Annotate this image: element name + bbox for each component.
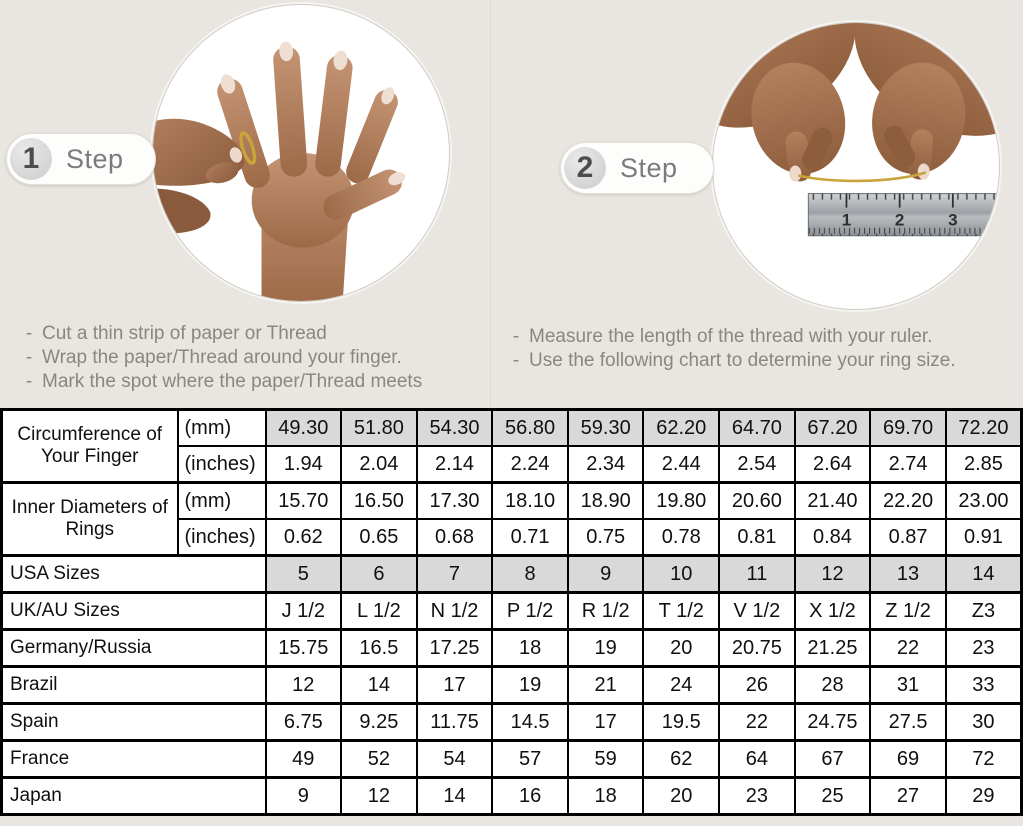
size-value-cell: 27	[870, 778, 946, 815]
row-group-label: Circumference of Your Finger	[2, 410, 178, 483]
size-value-cell: 7	[417, 556, 493, 593]
size-value-cell: 2.34	[568, 446, 644, 483]
table-row	[2, 410, 1022, 447]
section-divider	[490, 0, 491, 408]
size-value-cell: 72.20	[946, 410, 1022, 447]
size-value-cell: 20	[643, 630, 719, 667]
size-value-cell: 22.20	[870, 483, 946, 520]
size-value-cell: 17	[417, 667, 493, 704]
ruler-measure-illustration	[713, 23, 999, 309]
size-value-cell: J 1/2	[266, 593, 342, 630]
size-value-cell: 15.75	[266, 630, 342, 667]
instruction-item	[16, 346, 490, 370]
bullet-dash: -	[25, 347, 33, 368]
size-value-cell: 21.25	[795, 630, 871, 667]
size-value-cell: 27.5	[870, 704, 946, 741]
bullet-dash: -	[512, 326, 520, 347]
instruction-item	[16, 370, 490, 394]
size-value-cell: 69	[870, 741, 946, 778]
step1-number-circle	[10, 138, 52, 180]
size-value-cell: 2.44	[643, 446, 719, 483]
size-value-cell: 64.70	[719, 410, 795, 447]
step1-badge	[6, 133, 156, 185]
bullet-dash: -	[25, 371, 33, 392]
size-value-cell: 51.80	[341, 410, 417, 447]
size-value-cell: N 1/2	[417, 593, 493, 630]
size-value-cell: 14	[341, 667, 417, 704]
size-value-cell: 2.85	[946, 446, 1022, 483]
table-row	[2, 741, 1022, 778]
size-value-cell: 23	[946, 630, 1022, 667]
size-value-cell: 14	[417, 778, 493, 815]
bullet-dash: -	[25, 323, 33, 344]
size-value-cell: 19	[492, 667, 568, 704]
size-value-cell: 6.75	[266, 704, 342, 741]
ruler-number-1: 1	[841, 210, 852, 230]
size-value-cell: R 1/2	[568, 593, 644, 630]
size-value-cell: 49	[266, 741, 342, 778]
size-value-cell: 57	[492, 741, 568, 778]
size-value-cell: 2.14	[417, 446, 493, 483]
size-value-cell: 25	[795, 778, 871, 815]
size-value-cell: 0.91	[946, 519, 1022, 556]
size-value-cell: 67	[795, 741, 871, 778]
size-value-cell: 64	[719, 741, 795, 778]
ring-size-chart	[0, 408, 1023, 816]
size-value-cell: 20.60	[719, 483, 795, 520]
size-value-cell: 21	[568, 667, 644, 704]
table-row	[2, 593, 1022, 630]
size-value-cell: X 1/2	[795, 593, 871, 630]
instruction-item	[503, 325, 1021, 349]
size-value-cell: 52	[341, 741, 417, 778]
table-row	[2, 630, 1022, 667]
size-value-cell: Z 1/2	[870, 593, 946, 630]
row-label-cell: USA Sizes	[2, 556, 266, 593]
size-value-cell: 2.04	[341, 446, 417, 483]
step1-photo	[152, 4, 450, 302]
size-value-cell: 16	[492, 778, 568, 815]
size-value-cell: 16.5	[341, 630, 417, 667]
size-value-cell: 0.78	[643, 519, 719, 556]
size-value-cell: 0.81	[719, 519, 795, 556]
size-value-cell: 5	[266, 556, 342, 593]
step2-number-circle	[564, 147, 606, 189]
step2-badge	[560, 142, 714, 194]
size-value-cell: 67.20	[795, 410, 871, 447]
instruction-text: Cut a thin strip of paper or Thread	[42, 323, 327, 344]
size-value-cell: 14	[946, 556, 1022, 593]
step2-label: Step	[620, 152, 678, 183]
size-value-cell: 26	[719, 667, 795, 704]
size-value-cell: 62.20	[643, 410, 719, 447]
size-value-cell: 22	[719, 704, 795, 741]
size-value-cell: P 1/2	[492, 593, 568, 630]
size-value-cell: 9	[266, 778, 342, 815]
size-value-cell: 2.54	[719, 446, 795, 483]
instruction-item	[16, 322, 490, 346]
size-value-cell: 18.90	[568, 483, 644, 520]
size-value-cell: 33	[946, 667, 1022, 704]
hand-thread-illustration	[153, 5, 449, 301]
unit-cell: (inches)	[178, 519, 266, 556]
size-value-cell: 21.40	[795, 483, 871, 520]
step2-photo	[712, 22, 1000, 310]
ruler-number-2: 2	[894, 210, 905, 230]
size-value-cell: 11.75	[417, 704, 493, 741]
size-value-cell: 9.25	[341, 704, 417, 741]
size-value-cell: 12	[795, 556, 871, 593]
size-value-cell: 29	[946, 778, 1022, 815]
size-value-cell: 18	[568, 778, 644, 815]
size-value-cell: 18.10	[492, 483, 568, 520]
size-value-cell: L 1/2	[341, 593, 417, 630]
size-value-cell: 19.80	[643, 483, 719, 520]
row-group-label: Inner Diameters of Rings	[2, 483, 178, 556]
size-value-cell: 0.65	[341, 519, 417, 556]
size-value-cell: 20	[643, 778, 719, 815]
size-value-cell: 1.94	[266, 446, 342, 483]
size-value-cell: 23.00	[946, 483, 1022, 520]
table-row	[2, 556, 1022, 593]
step2-instructions	[503, 325, 1021, 373]
unit-cell: (inches)	[178, 446, 266, 483]
row-label-cell: France	[2, 741, 266, 778]
size-value-cell: 24	[643, 667, 719, 704]
size-value-cell: 0.68	[417, 519, 493, 556]
size-value-cell: 17	[568, 704, 644, 741]
unit-cell: (mm)	[178, 410, 266, 447]
size-value-cell: 62	[643, 741, 719, 778]
instruction-text: Use the following chart to determine your ring size.	[529, 350, 956, 371]
size-value-cell: 6	[341, 556, 417, 593]
size-value-cell: 19.5	[643, 704, 719, 741]
size-value-cell: 24.75	[795, 704, 871, 741]
size-value-cell: 59	[568, 741, 644, 778]
size-value-cell: Z3	[946, 593, 1022, 630]
size-value-cell: 17.30	[417, 483, 493, 520]
size-value-cell: 59.30	[568, 410, 644, 447]
size-value-cell: 30	[946, 704, 1022, 741]
size-value-cell: 11	[719, 556, 795, 593]
size-value-cell: 8	[492, 556, 568, 593]
ring-size-chart-body	[2, 410, 1022, 815]
row-label-cell: Spain	[2, 704, 266, 741]
size-value-cell: 12	[266, 667, 342, 704]
instruction-text: Mark the spot where the paper/Thread meets	[42, 371, 423, 392]
size-value-cell: 31	[870, 667, 946, 704]
size-value-cell: 28	[795, 667, 871, 704]
row-label-cell: Japan	[2, 778, 266, 815]
step1-label: Step	[66, 143, 124, 174]
size-value-cell: 16.50	[341, 483, 417, 520]
size-value-cell: 56.80	[492, 410, 568, 447]
table-row	[2, 483, 1022, 520]
step1-number: 1	[22, 142, 40, 175]
ruler	[808, 194, 999, 236]
size-value-cell: V 1/2	[719, 593, 795, 630]
size-value-cell: 12	[341, 778, 417, 815]
size-value-cell: 0.71	[492, 519, 568, 556]
size-value-cell: 20.75	[719, 630, 795, 667]
size-value-cell: 72	[946, 741, 1022, 778]
size-value-cell: 2.24	[492, 446, 568, 483]
size-value-cell: 0.75	[568, 519, 644, 556]
size-value-cell: 9	[568, 556, 644, 593]
size-value-cell: 23	[719, 778, 795, 815]
size-value-cell: 10	[643, 556, 719, 593]
size-value-cell: 0.62	[266, 519, 342, 556]
size-value-cell: 0.87	[870, 519, 946, 556]
size-value-cell: 2.74	[870, 446, 946, 483]
instruction-item	[503, 349, 1021, 373]
size-value-cell: 18	[492, 630, 568, 667]
size-value-cell: 15.70	[266, 483, 342, 520]
step1-instructions	[16, 322, 490, 394]
ruler-number-3: 3	[948, 210, 958, 230]
size-value-cell: 17.25	[417, 630, 493, 667]
table-row	[2, 667, 1022, 704]
size-value-cell: 0.84	[795, 519, 871, 556]
size-value-cell: T 1/2	[643, 593, 719, 630]
bullet-dash: -	[512, 350, 520, 371]
size-value-cell: 22	[870, 630, 946, 667]
instruction-text: Wrap the paper/Thread around your finger.	[42, 347, 402, 368]
table-row	[2, 704, 1022, 741]
size-value-cell: 2.64	[795, 446, 871, 483]
size-value-cell: 13	[870, 556, 946, 593]
step2-number: 2	[576, 151, 594, 184]
size-value-cell: 19	[568, 630, 644, 667]
size-value-cell: 49.30	[266, 410, 342, 447]
size-value-cell: 54	[417, 741, 493, 778]
size-value-cell: 54.30	[417, 410, 493, 447]
size-value-cell: 14.5	[492, 704, 568, 741]
row-label-cell: Germany/Russia	[2, 630, 266, 667]
instruction-text: Measure the length of the thread with your ruler.	[529, 326, 933, 347]
table-row	[2, 778, 1022, 815]
row-label-cell: Brazil	[2, 667, 266, 704]
row-label-cell: UK/AU Sizes	[2, 593, 266, 630]
size-value-cell: 69.70	[870, 410, 946, 447]
unit-cell: (mm)	[178, 483, 266, 520]
